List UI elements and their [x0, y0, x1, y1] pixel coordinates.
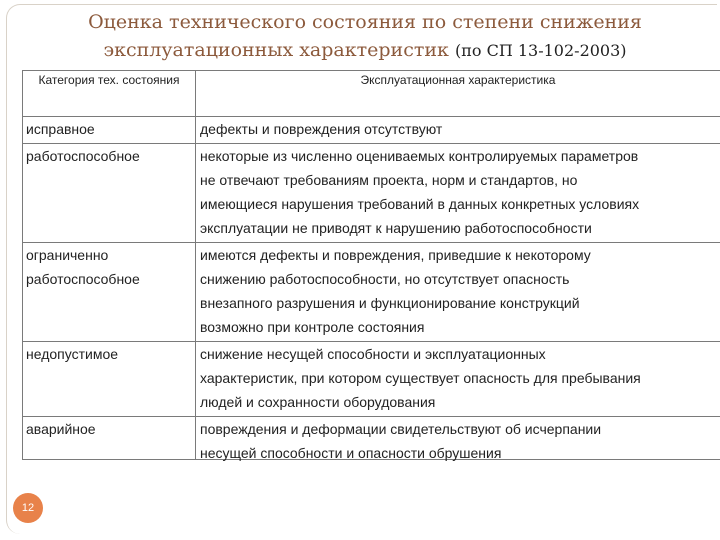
condition-description — [200, 417, 720, 465]
condition-description — [200, 342, 720, 414]
table-row — [23, 342, 720, 416]
table-row — [23, 144, 720, 242]
page-number-badge: 12 — [13, 493, 43, 523]
category-line: работоспособное — [26, 271, 140, 287]
title-standard-reference: (по СП 13-102-2003) — [454, 41, 627, 60]
description-line: повреждения и деформации свидетельствуют об исчерпании — [200, 421, 602, 437]
condition-category — [26, 144, 191, 168]
table-row — [23, 117, 720, 143]
title-line-1: Оценка технического состояния по степени снижения — [88, 11, 642, 33]
category-line: ограниченно — [26, 247, 109, 263]
description-line: возможно при контроле состояния — [200, 319, 425, 335]
row-separator — [23, 116, 720, 117]
slide-title — [30, 8, 700, 65]
description-line: несущей способности и опасности обрушения — [200, 445, 502, 461]
description-line: снижение несущей способности и эксплуатационных — [200, 346, 546, 362]
header-category: Категория тех. состояния — [38, 73, 180, 87]
row-separator — [23, 242, 720, 243]
category-line: работоспособное — [26, 148, 140, 164]
condition-description — [200, 243, 720, 339]
description-line: не отвечают требованиям проекта, норм и стандартов, но — [200, 172, 578, 188]
table-row — [23, 417, 720, 467]
description-line: эксплуатации не приводят к нарушению работоспособности — [200, 220, 592, 236]
description-line: внезапного разрушения и функционирование конструкций — [200, 295, 580, 311]
category-line: исправное — [26, 121, 95, 137]
category-line: недопустимое — [26, 346, 119, 362]
condition-category — [26, 342, 191, 366]
condition-category — [26, 117, 191, 141]
condition-category — [26, 243, 191, 291]
condition-table — [22, 70, 720, 460]
title-line-2 — [30, 36, 700, 65]
row-separator — [23, 416, 720, 417]
condition-description — [200, 144, 720, 240]
description-line: дефекты и повреждения отсутствуют — [200, 121, 443, 137]
table-header-row — [23, 71, 720, 116]
description-line: характеристик, при котором существует опасность для пребывания — [200, 370, 641, 386]
row-separator — [23, 341, 720, 342]
description-line: снижению работоспособности, но отсутствует опасность — [200, 271, 570, 287]
description-line: некоторые из численно оцениваемых контролируемых параметров — [200, 148, 639, 164]
condition-description — [200, 117, 720, 141]
condition-category — [26, 417, 191, 441]
title-line-2-main: эксплуатационных характеристик — [103, 39, 449, 61]
description-line: имеющиеся нарушения требований в данных конкретных условиях — [200, 196, 640, 212]
description-line: имеются дефекты и повреждения, приведшие к некоторому — [200, 247, 591, 263]
category-line: аварийное — [26, 421, 96, 437]
row-separator — [23, 143, 720, 144]
table-row — [23, 243, 720, 341]
header-characteristic: Эксплуатационная характеристика — [360, 73, 556, 87]
description-line: людей и сохранности оборудования — [200, 394, 436, 410]
